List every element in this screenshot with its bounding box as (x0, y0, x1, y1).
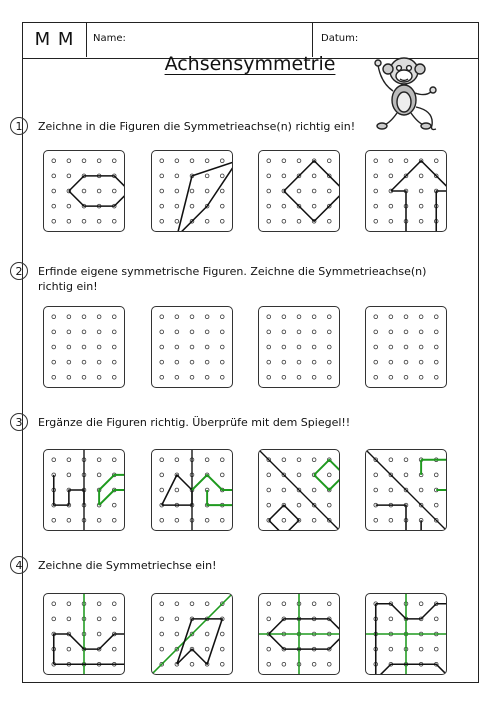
logo: M M (23, 23, 87, 57)
dot-grid[interactable] (258, 449, 340, 531)
dot-grid[interactable] (258, 593, 340, 675)
dot-grid[interactable] (43, 150, 125, 232)
name-field[interactable]: Name: (87, 23, 313, 57)
dot-grid[interactable] (258, 150, 340, 232)
dot-grid[interactable] (365, 150, 447, 232)
task-text: Ergänze die Figuren richtig. Überprüfe mit dem Spiegel!! (38, 416, 351, 429)
task-text: Zeichne die Symmetriechse ein! (38, 559, 217, 572)
dot-grid[interactable] (43, 306, 125, 388)
date-field[interactable]: Datum: (321, 33, 359, 44)
task-4 (10, 556, 358, 574)
grid-figure (44, 450, 124, 530)
dot-grid[interactable] (258, 306, 340, 388)
dot-grid[interactable] (365, 593, 447, 675)
task-number: 1 (10, 117, 28, 135)
dot-grid[interactable] (43, 449, 125, 531)
dot-grid[interactable] (151, 449, 233, 531)
grid-figure (366, 450, 446, 530)
page-title: Achsensymmetrie (164, 53, 336, 75)
grid-figure (44, 151, 124, 231)
grid-figure (259, 594, 339, 674)
grid-figure (366, 151, 446, 231)
dot-grid[interactable] (151, 306, 233, 388)
task-text: Zeichne in die Figuren die Symmetrieachse(n) richtig ein! (38, 120, 356, 133)
grid-figure (366, 307, 446, 387)
grid-figure (259, 450, 339, 530)
grid-figure (152, 307, 232, 387)
task-3 (10, 413, 358, 431)
grid-figure (44, 594, 124, 674)
grid-figure (259, 151, 339, 231)
grid-figure (366, 594, 446, 674)
grid-figure (152, 594, 232, 674)
task-text: Erfinde eigene symmetrische Figuren. Zeichne die Symmetrieachse(n) richtig ein! (38, 265, 427, 293)
grid-figure (152, 151, 232, 231)
dot-grid[interactable] (151, 150, 233, 232)
task-number: 4 (10, 556, 28, 574)
dot-grid[interactable] (365, 306, 447, 388)
task-number: 3 (10, 413, 28, 431)
grid-figure (259, 307, 339, 387)
dot-grid[interactable] (151, 593, 233, 675)
task-2 (10, 262, 433, 294)
task-1 (10, 117, 378, 135)
dot-grid[interactable] (365, 449, 447, 531)
grid-figure (152, 450, 232, 530)
grid-figure (44, 307, 124, 387)
task-number: 2 (10, 262, 28, 280)
dot-grid[interactable] (43, 593, 125, 675)
